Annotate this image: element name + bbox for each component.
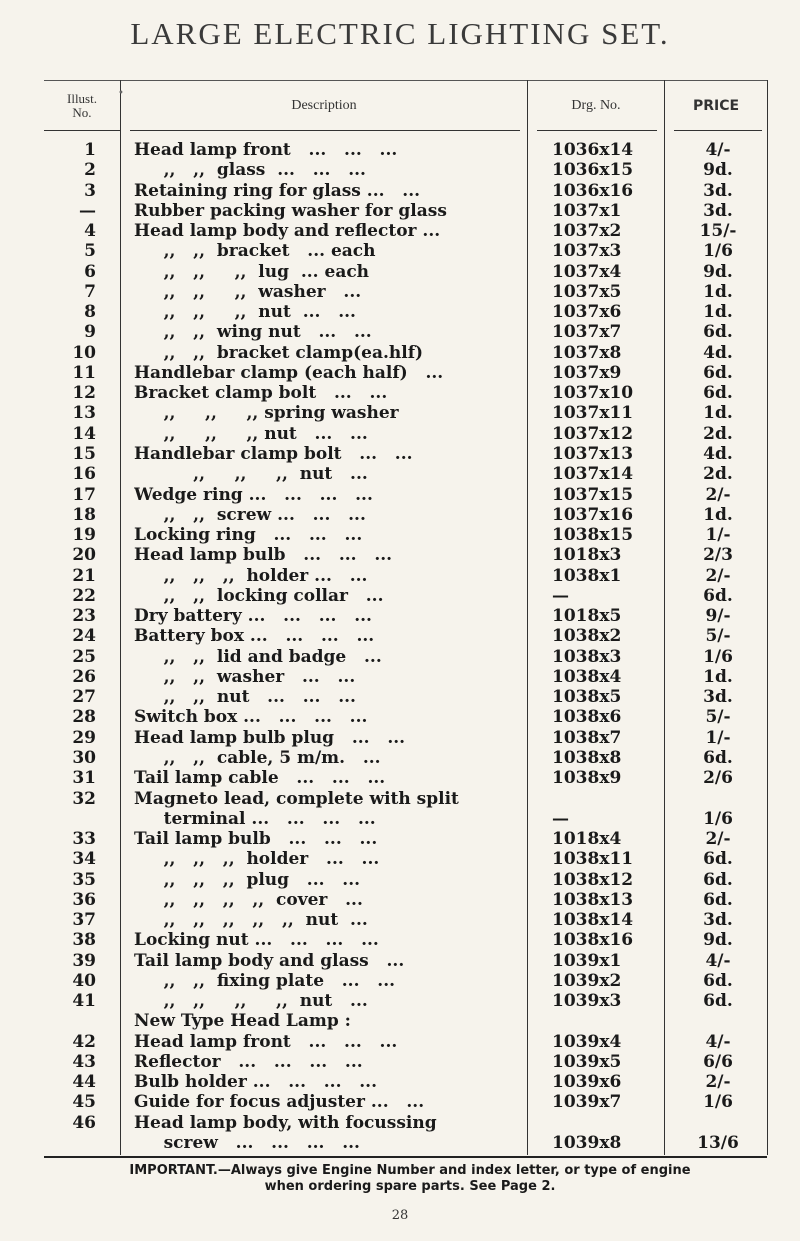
illust-no-cell: 2 xyxy=(84,160,96,181)
price-cell: 9d. xyxy=(703,261,733,282)
illust-no-cell: 44 xyxy=(72,1072,96,1093)
description-cell: Head lamp front ... ... ... xyxy=(134,140,398,160)
table-row xyxy=(44,748,767,768)
price-cell: 3d. xyxy=(703,200,733,221)
illust-no-cell: 1 xyxy=(84,140,96,160)
illust-no-cell: 24 xyxy=(72,626,96,647)
table-row xyxy=(44,1011,767,1031)
table-row xyxy=(44,262,767,282)
description-cell: ,, ,, ,, nut ... ... xyxy=(134,302,356,323)
price-cell: 2/- xyxy=(705,565,731,586)
illust-no-cell: 41 xyxy=(72,991,96,1012)
header-rule xyxy=(130,130,520,131)
table-row xyxy=(44,687,767,707)
description-cell: Locking ring ... ... ... xyxy=(134,525,363,546)
drg-no-cell: 1018x4 xyxy=(552,829,622,850)
illust-no-cell: 12 xyxy=(72,383,96,404)
drg-no-cell: 1038x1 xyxy=(552,565,622,586)
illust-no-cell: 34 xyxy=(72,849,96,870)
description-cell: Dry battery ... ... ... ... xyxy=(134,606,372,627)
table-row xyxy=(44,160,767,180)
illust-no-cell: 35 xyxy=(72,869,96,890)
price-cell: 6d. xyxy=(703,849,733,870)
column-divider xyxy=(767,80,768,1155)
table-row xyxy=(44,444,767,464)
illust-no-cell: 22 xyxy=(72,585,96,606)
drg-no-cell: 1037x14 xyxy=(552,464,634,485)
drg-no-cell: 1038x8 xyxy=(552,747,622,768)
drg-no-cell: 1037x4 xyxy=(552,261,622,282)
price-cell: 1/6 xyxy=(703,241,733,262)
header-no-label: No. xyxy=(72,105,92,120)
table-row xyxy=(44,971,767,991)
drg-no-cell: 1039x7 xyxy=(552,1092,622,1113)
drg-no-cell: 1036x14 xyxy=(552,140,634,160)
illust-no-cell: 18 xyxy=(72,504,96,525)
illust-no-cell: 15 xyxy=(72,443,96,464)
price-cell: 4/- xyxy=(705,140,731,160)
footer-note xyxy=(40,1163,780,1195)
description-cell: ,, ,, ,, holder ... ... xyxy=(134,565,368,586)
description-cell: Head lamp body and reflector ... xyxy=(134,221,441,242)
description-cell: Head lamp front ... ... ... xyxy=(134,1031,398,1052)
table-row xyxy=(44,728,767,748)
drg-no-cell: 1037x6 xyxy=(552,302,622,323)
drg-no-cell: 1039x3 xyxy=(552,991,622,1012)
illust-no-cell: 26 xyxy=(72,666,96,687)
price-cell: 1d. xyxy=(703,504,733,525)
illust-no-cell: 27 xyxy=(72,687,96,708)
price-cell: 6d. xyxy=(703,362,733,383)
description-cell: ,, ,, ,, ,, cover ... xyxy=(134,889,363,910)
description-cell: ,, ,, ,, nut ... xyxy=(134,464,368,485)
description-cell: ,, ,, ,, nut ... ... xyxy=(134,423,368,444)
table-row xyxy=(44,383,767,403)
table-row xyxy=(44,829,767,849)
table-row xyxy=(44,302,767,322)
table-row xyxy=(44,1032,767,1052)
table-row xyxy=(44,768,767,788)
description-cell: Head lamp bulb ... ... ... xyxy=(134,545,393,566)
table-row xyxy=(44,505,767,525)
table-row xyxy=(44,464,767,484)
price-cell: 5/- xyxy=(705,626,731,647)
description-cell: ,, ,, locking collar ... xyxy=(134,585,384,606)
illust-no-cell: 16 xyxy=(72,464,96,485)
price-cell: 4d. xyxy=(703,443,733,464)
price-cell: 6/6 xyxy=(703,1051,733,1072)
description-cell: Head lamp bulb plug ... ... xyxy=(134,727,406,748)
price-cell: 6d. xyxy=(703,889,733,910)
description-cell: ,, ,, fixing plate ... ... xyxy=(134,970,396,991)
price-cell: 6d. xyxy=(703,991,733,1012)
illust-no-cell: 23 xyxy=(72,606,96,627)
illust-no-cell: 7 xyxy=(84,281,96,302)
description-cell: Bulb holder ... ... ... ... xyxy=(134,1072,378,1093)
description-cell: ,, ,, cable, 5 m/m. ... xyxy=(134,747,381,768)
table-row xyxy=(44,789,767,809)
description-cell: Battery box ... ... ... ... xyxy=(134,626,375,647)
drg-no-cell: — xyxy=(552,808,569,829)
description-cell: ,, ,, bracket clamp(ea.hlf) xyxy=(134,342,424,363)
table-row xyxy=(44,1133,767,1153)
drg-no-cell: 1038x2 xyxy=(552,626,622,647)
description-cell: ,, ,, washer ... ... xyxy=(134,666,356,687)
price-cell: 1/- xyxy=(705,525,731,546)
price-cell: 4d. xyxy=(703,342,733,363)
table-row xyxy=(44,1113,767,1133)
table-row xyxy=(44,363,767,383)
drg-no-cell: 1039x6 xyxy=(552,1072,622,1093)
illust-no-cell: 33 xyxy=(72,829,96,850)
table-row xyxy=(44,1092,767,1112)
table-row xyxy=(44,930,767,950)
description-cell: Handlebar clamp (each half) ... xyxy=(134,362,444,383)
drg-no-cell: 1037x5 xyxy=(552,281,622,302)
price-cell: 1d. xyxy=(703,302,733,323)
page-title: LARGE ELECTRIC LIGHTING SET. xyxy=(130,16,670,51)
description-cell: Switch box ... ... ... ... xyxy=(134,707,368,728)
illust-no-cell: 9 xyxy=(84,322,96,343)
description-cell: Handlebar clamp bolt ... ... xyxy=(134,443,413,464)
drg-no-cell: 1038x7 xyxy=(552,727,622,748)
price-cell: 1/- xyxy=(705,727,731,748)
drg-no-cell: 1036x16 xyxy=(552,180,634,201)
table-row xyxy=(44,647,767,667)
illust-no-cell: 25 xyxy=(72,646,96,667)
table-row xyxy=(44,140,767,160)
description-cell: ,, ,, nut ... ... ... xyxy=(134,687,356,708)
table-row xyxy=(44,221,767,241)
header-illust-label: Illust. xyxy=(67,91,97,106)
price-cell: 1d. xyxy=(703,403,733,424)
drg-no-cell: 1037x3 xyxy=(552,241,622,262)
illust-no-cell: 39 xyxy=(72,950,96,971)
table-row xyxy=(44,667,767,687)
illust-no-cell: 30 xyxy=(72,747,96,768)
illust-no-cell: 10 xyxy=(72,342,96,363)
drg-no-cell: 1037x16 xyxy=(552,504,634,525)
description-cell: ,, ,, ,, spring washer xyxy=(134,403,399,424)
illust-no-cell: 37 xyxy=(72,910,96,931)
description-cell: ,, ,, glass ... ... ... xyxy=(134,160,366,181)
drg-no-cell: 1039x5 xyxy=(552,1051,622,1072)
illust-no-cell: 17 xyxy=(72,484,96,505)
drg-no-cell: 1037x11 xyxy=(552,403,634,424)
description-cell: Rubber packing washer for glass xyxy=(134,200,447,221)
table-row xyxy=(44,525,767,545)
description-cell: ,, ,, ,, plug ... ... xyxy=(134,869,361,890)
illust-no-cell: 20 xyxy=(72,545,96,566)
description-cell: ,, ,, ,, holder ... ... xyxy=(134,849,380,870)
price-cell: 2d. xyxy=(703,423,733,444)
price-cell: 3d. xyxy=(703,180,733,201)
drg-no-cell: 1037x12 xyxy=(552,423,634,444)
drg-no-cell: 1038x15 xyxy=(552,525,634,546)
description-cell: Magneto lead, complete with split xyxy=(134,788,459,809)
header-illust-no xyxy=(44,86,120,126)
illust-no-cell: 31 xyxy=(72,768,96,789)
price-cell: 2/- xyxy=(705,1072,731,1093)
description-cell: Tail lamp body and glass ... xyxy=(134,950,405,971)
description-cell: Reflector ... ... ... ... xyxy=(134,1051,363,1072)
drg-no-cell: 1038x13 xyxy=(552,889,634,910)
description-cell: ,, ,, bracket ... each xyxy=(134,241,376,262)
table-row xyxy=(44,403,767,423)
drg-no-cell: 1038x16 xyxy=(552,930,634,951)
drg-no-cell: 1018x5 xyxy=(552,606,622,627)
description-cell: Guide for focus adjuster ... ... xyxy=(134,1092,425,1113)
price-cell: 5/- xyxy=(705,707,731,728)
table-row xyxy=(44,890,767,910)
table-row xyxy=(44,545,767,565)
illust-no-cell: 3 xyxy=(84,180,96,201)
illust-no-cell: 6 xyxy=(84,261,96,282)
price-cell: 2/- xyxy=(705,829,731,850)
price-cell: 6d. xyxy=(703,869,733,890)
description-cell: ,, ,, wing nut ... ... xyxy=(134,322,372,343)
drg-no-cell: 1038x6 xyxy=(552,707,622,728)
illust-no-cell: 4 xyxy=(84,221,96,242)
price-cell: 3d. xyxy=(703,910,733,931)
illust-no-cell: 32 xyxy=(72,788,96,809)
illust-no-cell: 11 xyxy=(72,362,96,383)
drg-no-cell: 1039x1 xyxy=(552,950,622,971)
price-cell: 3d. xyxy=(703,687,733,708)
drg-no-cell: 1038x12 xyxy=(552,869,634,890)
table-row xyxy=(44,586,767,606)
page-number: 28 xyxy=(391,1208,409,1223)
description-cell: Tail lamp cable ... ... ... xyxy=(134,768,386,789)
description-cell: ,, ,, lid and badge ... xyxy=(134,646,382,667)
price-cell: 4/- xyxy=(705,950,731,971)
illust-no-cell: 8 xyxy=(84,302,96,323)
description-cell: Bracket clamp bolt ... ... xyxy=(134,383,388,404)
drg-no-cell: 1037x13 xyxy=(552,443,634,464)
drg-no-cell: 1036x15 xyxy=(552,160,634,181)
header-description: Description xyxy=(291,98,357,113)
illust-no-cell: 45 xyxy=(72,1092,96,1113)
price-cell: 6d. xyxy=(703,585,733,606)
table-row xyxy=(44,707,767,727)
table-row xyxy=(44,951,767,971)
description-cell: ,, ,, ,, lug ... each xyxy=(134,261,370,282)
price-cell: 2/3 xyxy=(703,545,733,566)
illust-no-cell: 21 xyxy=(72,565,96,586)
drg-no-cell: 1039x2 xyxy=(552,970,622,991)
price-cell: 2d. xyxy=(703,464,733,485)
illust-no-cell: 14 xyxy=(72,423,96,444)
description-cell: Head lamp body, with focussing xyxy=(134,1112,437,1133)
drg-no-cell: 1037x7 xyxy=(552,322,622,343)
illust-no-cell: 46 xyxy=(72,1112,96,1133)
description-cell: ,, ,, screw ... ... ... xyxy=(134,504,366,525)
drg-no-cell: 1037x1 xyxy=(552,200,622,221)
description-cell: ,, ,, ,, ,, ,, nut ... xyxy=(134,910,368,931)
price-cell: 1/6 xyxy=(703,1092,733,1113)
description-cell: terminal ... ... ... ... xyxy=(134,808,376,829)
table-row xyxy=(44,322,767,342)
table-row xyxy=(44,606,767,626)
price-cell: 13/6 xyxy=(697,1133,739,1154)
description-cell: ,, ,, ,, ,, nut ... xyxy=(134,991,368,1012)
table-row xyxy=(44,181,767,201)
drg-no-cell: 1038x14 xyxy=(552,910,634,931)
drg-no-cell: 1038x11 xyxy=(552,849,634,870)
illust-no-cell: 5 xyxy=(84,241,96,262)
description-cell: ,, ,, ,, washer ... xyxy=(134,281,362,302)
drg-no-cell: 1037x8 xyxy=(552,342,622,363)
table-row xyxy=(44,241,767,261)
header-rule xyxy=(44,130,120,131)
parts-table-body xyxy=(44,140,767,1153)
price-cell: 1d. xyxy=(703,281,733,302)
drg-no-cell: 1037x15 xyxy=(552,484,634,505)
drg-no-cell: 1038x5 xyxy=(552,687,622,708)
table-row xyxy=(44,485,767,505)
table-row xyxy=(44,424,767,444)
footer-line-2: when ordering spare parts. See Page 2. xyxy=(264,1179,556,1194)
price-cell: 6d. xyxy=(703,747,733,768)
description-cell: Wedge ring ... ... ... ... xyxy=(134,484,373,505)
drg-no-cell: 1039x8 xyxy=(552,1133,622,1154)
description-cell: New Type Head Lamp : xyxy=(134,1011,351,1032)
description-cell: Locking nut ... ... ... ... xyxy=(134,930,379,951)
table-row xyxy=(44,870,767,890)
drg-no-cell: 1037x10 xyxy=(552,383,634,404)
illust-no-cell: 19 xyxy=(72,525,96,546)
illust-no-cell: 28 xyxy=(72,707,96,728)
table-row xyxy=(44,282,767,302)
table-row xyxy=(44,849,767,869)
illust-no-cell: 42 xyxy=(72,1031,96,1052)
table-row xyxy=(44,343,767,363)
table-row xyxy=(44,201,767,221)
description-cell: Retaining ring for glass ... ... xyxy=(134,180,421,201)
price-cell: 6d. xyxy=(703,322,733,343)
price-cell: 6d. xyxy=(703,383,733,404)
drg-no-cell: — xyxy=(552,585,569,606)
description-cell: screw ... ... ... ... xyxy=(134,1133,360,1154)
header-price: PRICE xyxy=(692,98,740,114)
price-cell: 9/- xyxy=(705,606,731,627)
print-mark: • xyxy=(118,88,124,99)
price-cell: 9d. xyxy=(703,930,733,951)
drg-no-cell: 1037x2 xyxy=(552,221,622,242)
illust-no-cell: 40 xyxy=(72,970,96,991)
drg-no-cell: 1037x9 xyxy=(552,362,622,383)
drg-no-cell: 1038x3 xyxy=(552,646,622,667)
drg-no-cell: 1039x4 xyxy=(552,1031,622,1052)
price-cell: 15/- xyxy=(699,221,737,242)
footer-line-1: IMPORTANT.—Always give Engine Number and index letter, or type of engine xyxy=(129,1163,691,1178)
table-row xyxy=(44,626,767,646)
illust-no-cell: — xyxy=(79,200,96,221)
illust-no-cell: 38 xyxy=(72,930,96,951)
illust-no-cell: 13 xyxy=(72,403,96,424)
table-row xyxy=(44,809,767,829)
header-drg-no: Drg. No. xyxy=(571,98,621,113)
price-cell: 2/6 xyxy=(703,768,733,789)
table-row xyxy=(44,566,767,586)
table-row xyxy=(44,1052,767,1072)
drg-no-cell: 1018x3 xyxy=(552,545,622,566)
price-cell: 9d. xyxy=(703,160,733,181)
price-cell: 4/- xyxy=(705,1031,731,1052)
price-cell: 1/6 xyxy=(703,808,733,829)
table-row xyxy=(44,910,767,930)
description-cell: Tail lamp bulb ... ... ... xyxy=(134,829,378,850)
table-row xyxy=(44,991,767,1011)
illust-no-cell: 29 xyxy=(72,727,96,748)
drg-no-cell: 1038x9 xyxy=(552,768,622,789)
header-rule xyxy=(674,130,762,131)
price-cell: 1/6 xyxy=(703,646,733,667)
illust-no-cell: 36 xyxy=(72,889,96,910)
header-rule xyxy=(537,130,657,131)
price-cell: 6d. xyxy=(703,970,733,991)
illust-no-cell: 43 xyxy=(72,1051,96,1072)
drg-no-cell: 1038x4 xyxy=(552,666,622,687)
price-cell: 1d. xyxy=(703,666,733,687)
table-row xyxy=(44,1072,767,1092)
price-cell: 2/- xyxy=(705,484,731,505)
